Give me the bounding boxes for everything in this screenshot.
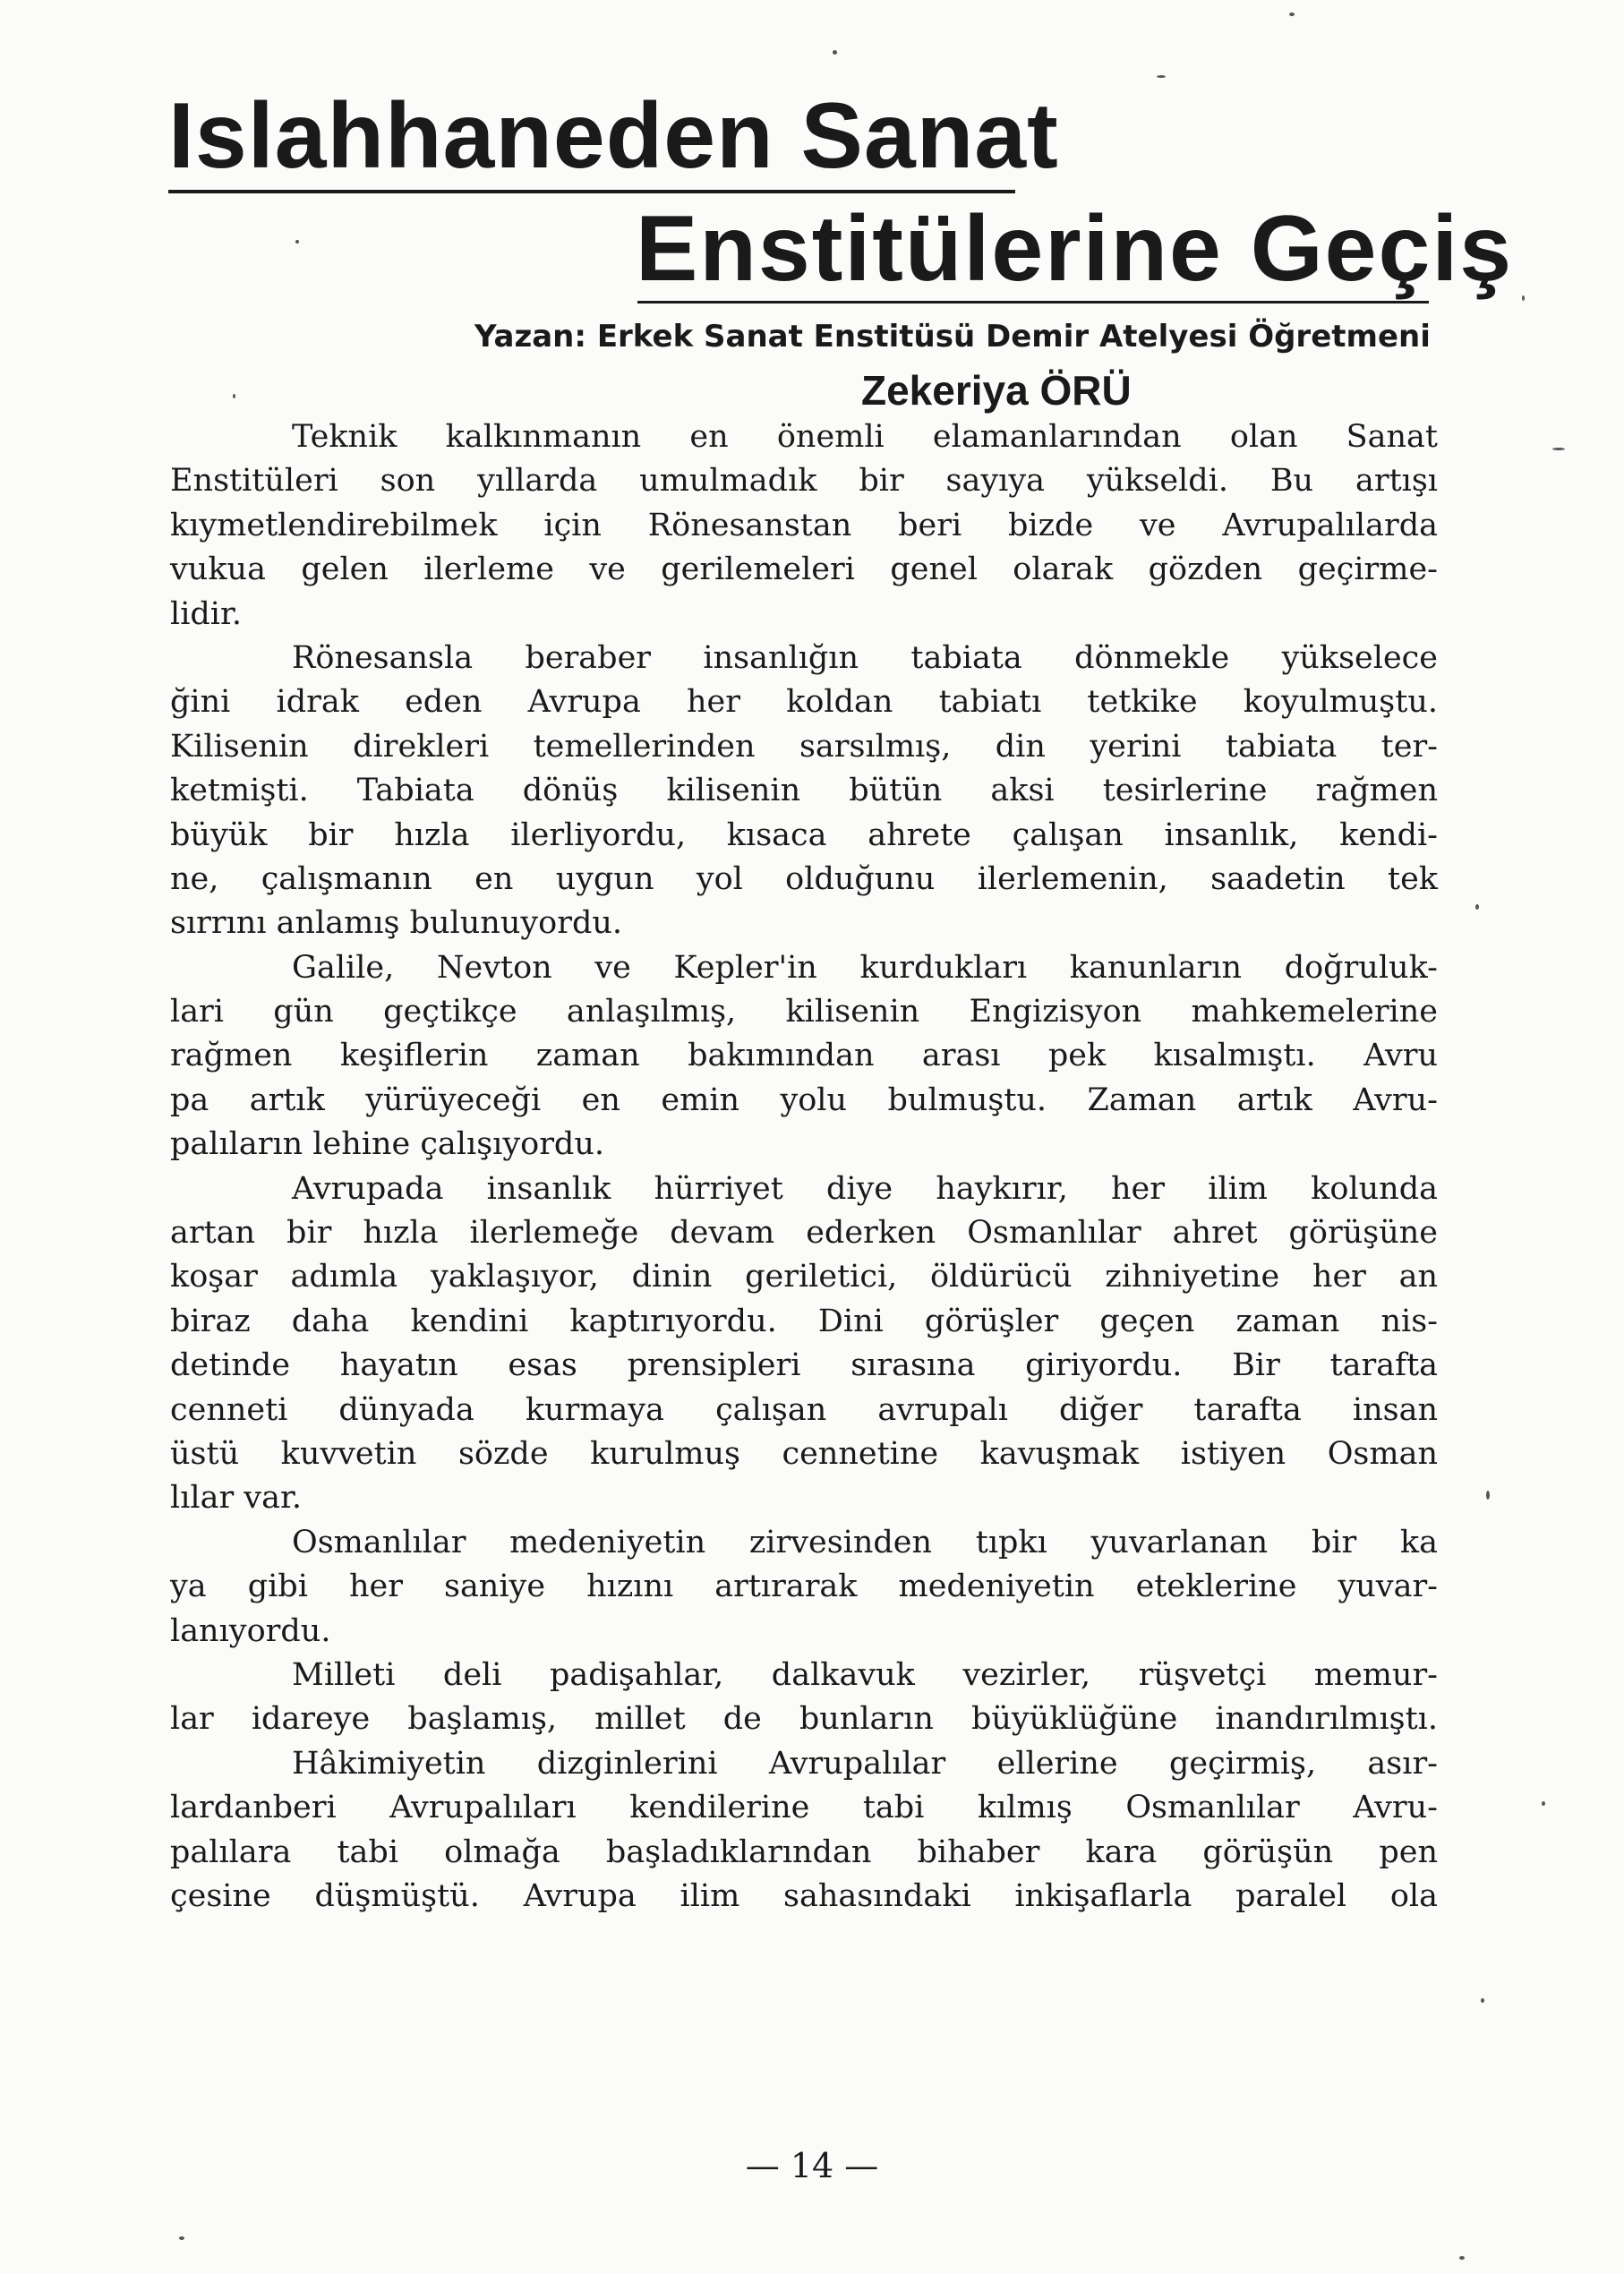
scan-speck <box>1289 13 1295 16</box>
body-line: koşar adımla yaklaşıyor, dinin geriletici, öldürücü zihniyetine her an <box>170 1259 1438 1295</box>
scan-speck <box>1522 295 1525 301</box>
scan-speck <box>1475 904 1479 910</box>
body-line: Kilisenin direkleri temellerinden sarsılmış, din yerini tabiata ter- <box>170 728 1438 765</box>
scan-speck <box>233 394 235 398</box>
body-line: ketmişti. Tabiata dönüş kilisenin bütün aksi tesirlerine rağmen <box>170 773 1438 809</box>
scan-speck <box>833 50 837 55</box>
body-line: Osmanlılar medeniyetin zirvesinden tıpkı yuvarlanan bir ka <box>292 1524 1438 1560</box>
body-line: Teknik kalkınmanın en önemli elamanlarından olan Sanat <box>292 419 1438 455</box>
body-line: biraz daha kendini kaptırıyordu. Dini görüşler geçen zaman nis- <box>170 1303 1438 1339</box>
body-line: lari gün geçtikçe anlaşılmış, kilisenin Engizisyon mahkemelerine <box>170 994 1438 1030</box>
body-line: lanıyordu. <box>170 1612 331 1649</box>
body-line: lar idareye başlamış, millet de bunların büyüklüğüne inandırılmıştı. <box>170 1701 1438 1738</box>
scan-speck <box>1486 1491 1490 1500</box>
title-underline-1 <box>168 190 1015 193</box>
body-line: vukua gelen ilerleme ve gerilemeleri genel olarak gözden geçirme- <box>170 551 1438 588</box>
body-line: lılar var. <box>170 1480 302 1517</box>
body-line: pa artık yürüyeceği en emin yolu bulmuştu. Zaman artık Avru- <box>170 1081 1438 1118</box>
body-line: palılara tabi olmağa başladıklarından bihaber kara görüşün pen <box>170 1834 1438 1870</box>
scan-speck <box>1459 2256 1465 2260</box>
body-line: Avrupada insanlık hürriyet diye haykırır, her ilim kolunda <box>292 1170 1438 1207</box>
scan-speck <box>1157 75 1166 78</box>
body-line: Galile, Nevton ve Kepler'in kurdukları kanunların doğruluk- <box>292 949 1438 986</box>
body-line: lardanberi Avrupalıları kendilerine tabi kılmış Osmanlılar Avru- <box>170 1790 1438 1826</box>
scan-speck <box>1542 1801 1545 1806</box>
body-line: Enstitüleri son yıllarda umulmadık bir sayıya yükseldi. Bu artışı <box>170 463 1438 500</box>
article-title-line-2: Enstitülerine Geçiş <box>636 197 1514 301</box>
body-line: artan bir hızla ilerlemeğe devam ederken Osmanlılar ahret görüşüne <box>170 1215 1438 1252</box>
article-body <box>170 415 1438 1919</box>
scan-speck <box>295 240 299 244</box>
page-number: — 14 — <box>745 2146 879 2185</box>
scan-speck <box>179 2236 184 2240</box>
body-line: cenneti dünyada kurmaya çalışan avrupalı diğer tarafta insan <box>170 1391 1438 1428</box>
body-line: çesine düşmüştü. Avrupa ilim sahasındaki inkişaflarla paralel ola <box>170 1877 1438 1914</box>
body-line: kıymetlendirebilmek için Rönesanstan beri bizde ve Avrupalılarda <box>170 507 1438 543</box>
body-line: ne, çalışmanın en uygun yol olduğunu ilerlemenin, saadetin tek <box>170 860 1438 897</box>
body-line: sırrını anlamış bulunuyordu. <box>170 905 623 942</box>
article-title-line-1: Islahhaneden Sanat <box>168 84 1059 188</box>
byline: Yazan: Erkek Sanat Enstitüsü Demir Atelyesi Öğretmeni <box>474 319 1431 355</box>
body-line: detinde hayatın esas prensipleri sırasına giriyordu. Bir tarafta <box>170 1347 1438 1384</box>
body-line: rağmen keşiflerin zaman bakımından arası pek kısalmıştı. Avru <box>170 1038 1438 1074</box>
scan-speck <box>1552 448 1565 450</box>
title-underline-2 <box>637 301 1429 303</box>
body-line: Hâkimiyetin dizginlerini Avrupalılar ellerine geçirmiş, asır- <box>292 1745 1438 1782</box>
body-line: Rönesansla beraber insanlığın tabiata dönmekle yükselece <box>292 639 1438 676</box>
body-line: ğini idrak eden Avrupa her koldan tabiatı tetkike koyulmuştu. <box>170 684 1438 721</box>
author-name: Zekeriya ÖRÜ <box>861 367 1132 414</box>
body-line: büyük bir hızla ilerliyordu, kısaca ahrete çalışan insanlık, kendi- <box>170 816 1438 853</box>
body-line: üstü kuvvetin sözde kurulmuş cennetine kavuşmak istiyen Osman <box>170 1435 1438 1472</box>
body-line: lidir. <box>170 595 242 632</box>
body-line: ya gibi her saniye hızını artırarak medeniyetin eteklerine yuvar- <box>170 1569 1438 1605</box>
body-line: Milleti deli padişahlar, dalkavuk vezirler, rüşvetçi memur- <box>292 1656 1438 1693</box>
body-line: palıların lehine çalışıyordu. <box>170 1126 604 1163</box>
scan-speck <box>1481 1998 1484 2003</box>
